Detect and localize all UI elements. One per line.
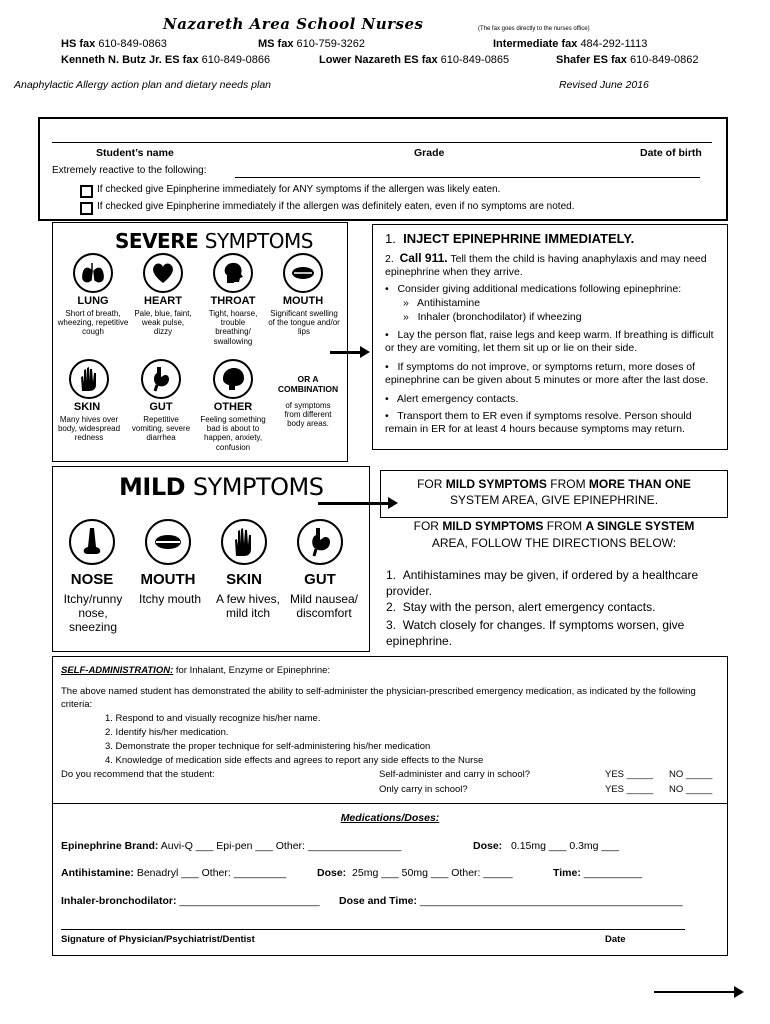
intermediate-fax: Intermediate fax 484-292-1113 [493,38,648,50]
signature-label: Signature of Physician/Psychiatrist/Dentist [61,934,255,945]
antihistamine-row[interactable]: Antihistamine: Benadryl ___ Other: _________ [61,867,287,879]
nose-desc: Itchy/runny nose, sneezing [63,592,123,634]
severe-steps-panel [372,224,728,450]
mild-gut-label: GUT [304,571,336,588]
butz-fax: Kenneth N. Butz Jr. ES fax 610-849-0866 [61,54,271,66]
epinephrine-dose[interactable]: Dose: 0.15mg ___ 0.3mg ___ [473,840,619,852]
self-admin-intro: The above named student has demonstrated the ability to self-administer the physician-prescribed emergency medication, as indicated by the following criteria: [61,686,696,711]
mild-mouth-desc: Itchy mouth [138,592,202,606]
dob-label: Date of birth [640,147,702,159]
lung-label: LUNG [77,295,109,307]
mild-gut-icon [297,519,343,565]
mouth-icon [283,253,323,293]
medications-title: Medications/Doses: [340,812,440,824]
mild-skin-label: SKIN [226,571,262,588]
allergen-line[interactable] [235,177,700,178]
step2: 2. Call 911. Tell them the child is having anaphylaxis and may need epinephrine when they arrive. [385,251,707,279]
criteria-1: 1. Respond to and visually recognize his/her name. [105,713,321,724]
skin-icon [69,359,109,399]
nose-label: NOSE [70,571,114,588]
likely-eaten-checkbox[interactable] [80,185,93,198]
option-only-carry: Only carry in school? [379,784,468,795]
signature-line[interactable] [61,929,685,930]
page-title: Nazareth Area School Nurses [163,15,424,33]
sub-inhaler: » Inhaler (bronchodilator) if wheezing [403,311,582,323]
shafer-fax: Shafer ES fax 610-849-0862 [556,54,699,66]
mouth-label: MOUTH [282,295,324,307]
mild-skin-icon [221,519,267,565]
nose-icon [69,519,115,565]
mild-mouth-icon [145,519,191,565]
lung-desc: Short of breath, wheezing, repetitive cough [57,309,129,337]
severe-symptoms-panel [52,222,348,462]
skin-desc: Many hives over body, widespread redness [57,415,121,443]
bullet-more-doses: • If symptoms do not improve, or symptoms return, more doses of epinephrine can be given about 5 minutes or more after the last dose. [385,361,709,387]
lung-icon [73,253,113,293]
check1-text: If checked give Epinpherine immediately for ANY symptoms if the allergen was likely eaten. [97,184,501,195]
grade-label: Grade [414,147,445,159]
other-label: OTHER [213,401,253,413]
student-info-box [38,117,728,221]
revised-date: Revised June 2016 [559,79,649,91]
student-name-line[interactable] [52,142,712,143]
reactive-label: Extremely reactive to the following: [52,165,207,176]
fax-note: (The fax goes directly to the nurses office) [478,26,590,32]
criteria-4: 4. Knowledge of medication side effects and agrees to report any side effects to the Nurse [105,755,484,766]
mouth-desc: Significant swelling of the tongue and/or lips [268,309,340,337]
medications-box [52,804,728,956]
gut-icon [141,359,181,399]
gut-desc: Repetitive vomiting, severe diarrhea [131,415,191,443]
mild-multi-text: FOR MILD SYMPTOMS FROM MORE THAN ONE SYSTEM AREA, GIVE EPINEPHRINE. [417,477,691,507]
throat-desc: Tight, hoarse, trouble breathing/ swallowing [208,309,258,346]
next-page-arrow-icon [654,991,736,993]
check2-text: If checked give Epinpherine immediately if the allergen was definitely eaten, even if no symptoms are noted. [97,201,575,212]
throat-label: THROAT [210,295,256,307]
bullet-alert: • Alert emergency contacts. [385,393,519,405]
self-admin-box [52,656,728,804]
mild-step1: 1. Antihistamines may be given, if ordered by a healthcare provider. [386,568,699,598]
mild-step2: 2. Stay with the person, alert emergency contacts. [386,600,656,614]
throat-icon [213,253,253,293]
hs-fax: HS fax 610-849-0863 [61,38,167,50]
option-carry: Self-administer and carry in school? [379,769,531,780]
criteria-3: 3. Demonstrate the proper technique for self-administering his/her medication [105,741,431,752]
mild-mouth-label: MOUTH [140,571,196,588]
gut-label: GUT [149,401,173,413]
bullet-lay-flat: • Lay the person flat, raise legs and keep warm. If breathing is difficult or they are vomiting, let them sit up or lie on their side. [385,329,714,355]
skin-label: SKIN [73,401,101,413]
mild-single-text: FOR MILD SYMPTOMS FROM A SINGLE SYSTEM AREA, FOLLOW THE DIRECTIONS BELOW: [413,519,695,550]
bullet-transport: • Transport them to ER even if symptoms resolve. Person should remain in ER for at least 4 hours because symptoms may return. [385,410,692,436]
mild-gut-desc: Mild nausea/ discomfort [289,592,359,620]
only-carry-no[interactable]: NO _____ [669,784,713,795]
mild-symptoms-panel [52,466,370,652]
epinephrine-row[interactable]: Epinephrine Brand: Auvi-Q ___ Epi-pen ___ Other: ________________ [61,840,402,852]
severe-arrow-icon [330,351,362,354]
step1: 1. INJECT EPINEPHRINE IMMEDIATELY. [385,231,635,246]
heart-icon [143,253,183,293]
carry-no[interactable]: NO _____ [669,769,713,780]
plan-title: Anaphylactic Allergy action plan and dietary needs plan [14,79,272,91]
severe-title: SEVERE SYMPTOMS [115,229,313,253]
mild-multi-box [380,470,728,518]
combination-desc: of symptoms from different body areas. [284,401,332,429]
heart-desc: Pale, blue, faint, weak pulse, dizzy [134,309,192,337]
recommend-label: Do you recommend that the student: [61,769,215,780]
other-desc: Feeling something bad is about to happen, anxiety, confusion [200,415,266,452]
date-label: Date [605,934,626,945]
sub-antihistamine: » Antihistamine [403,297,481,309]
other-icon [213,359,253,399]
antihistamine-dose[interactable]: Dose: 25mg ___ 50mg ___ Other: _____ [317,867,513,879]
mild-skin-desc: A few hives, mild itch [215,592,281,620]
definitely-eaten-checkbox[interactable] [80,202,93,215]
ms-fax: MS fax 610-759-3262 [258,38,366,50]
heart-label: HEART [144,295,182,307]
lower-nazareth-fax: Lower Nazareth ES fax 610-849-0865 [319,54,510,66]
student-name-label: Student’s name [96,147,174,159]
carry-yes[interactable]: YES _____ [605,769,654,780]
self-admin-title: SELF-ADMINISTRATION: for Inhalant, Enzyme or Epinephrine: [61,665,331,676]
mild-step3: 3. Watch closely for changes. If symptoms worsen, give epinephrine. [386,618,685,648]
only-carry-yes[interactable]: YES _____ [605,784,654,795]
antihistamine-time[interactable]: Time: __________ [553,867,643,879]
mild-title: MILD SYMPTOMS [119,473,324,501]
bullet-meds: • Consider giving additional medications following epinephrine: [385,283,682,295]
inhaler-row[interactable]: Inhaler-bronchodilator: ________________________ [61,895,320,907]
inhaler-dose-time[interactable]: Dose and Time: _____________________________________________ [339,895,683,907]
criteria-2: 2. Identify his/her medication. [105,727,229,738]
combination-title: OR A COMBINATION [277,374,339,394]
